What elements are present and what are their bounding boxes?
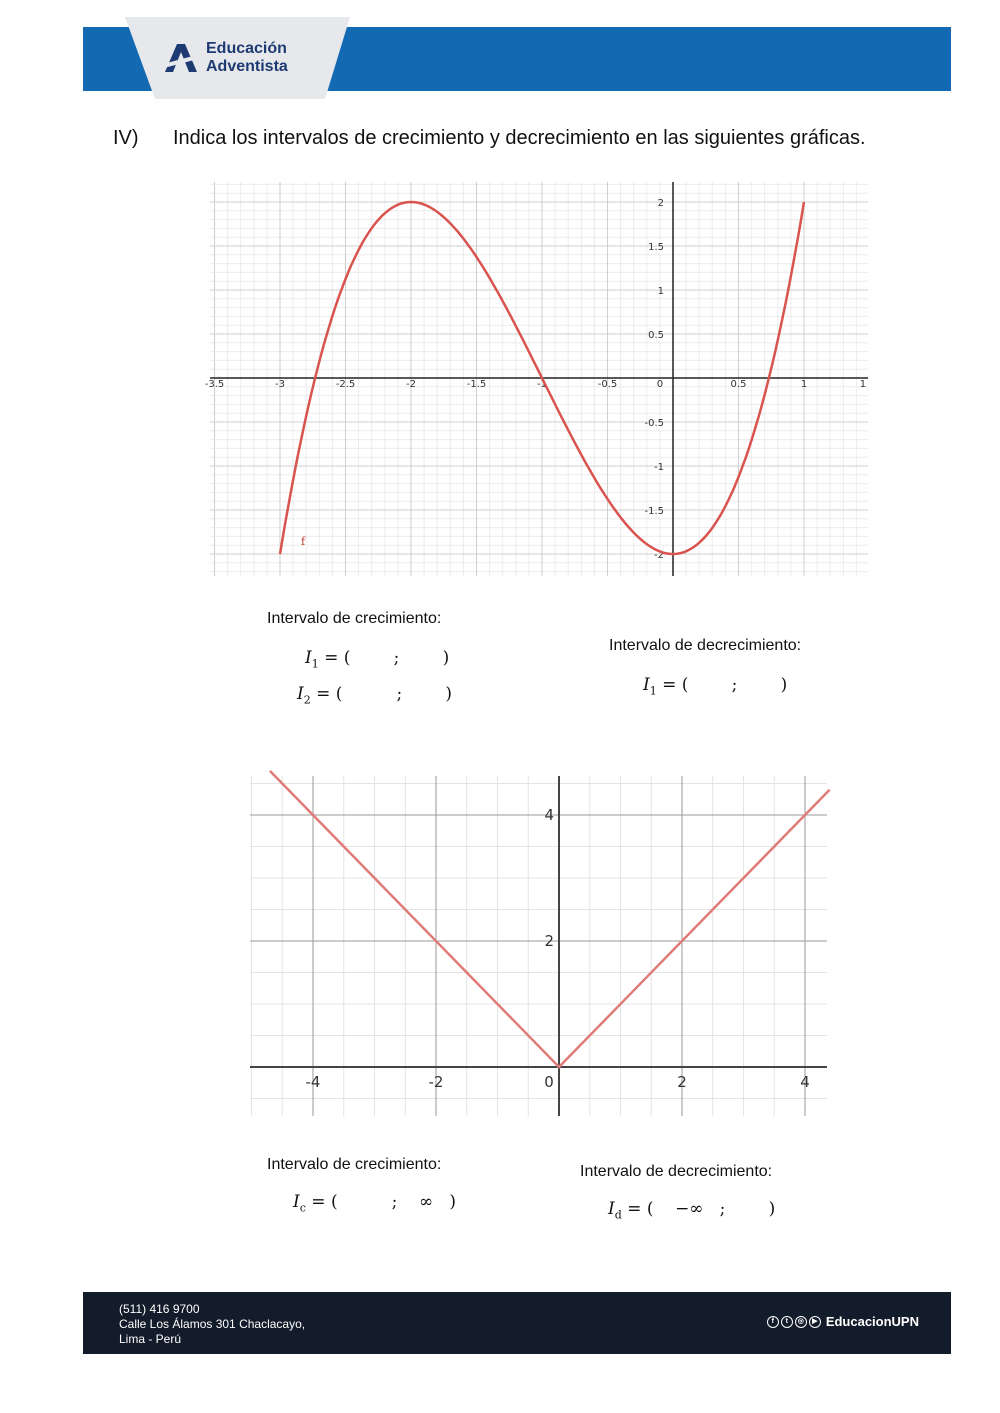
- youtube-icon[interactable]: ▶: [809, 1316, 821, 1328]
- interval-symbol: I: [608, 1199, 615, 1219]
- footer-handle[interactable]: EducacionUPN: [825, 1314, 919, 1329]
- x-tick-label: -3: [275, 379, 285, 390]
- chart1-growth-label: Intervalo de crecimiento:: [267, 610, 442, 627]
- y-tick-label: -1: [654, 462, 664, 473]
- facebook-icon[interactable]: f: [767, 1316, 779, 1328]
- x-tick-label: -1.5: [466, 379, 487, 390]
- y-tick-label: -1.5: [644, 506, 664, 517]
- chart1-growth-interval-1[interactable]: [305, 648, 449, 670]
- cubic-function-chart: [204, 182, 868, 576]
- footer-address-line1: Calle Los Álamos 301 Chaclacayo,: [119, 1317, 306, 1331]
- interval-bounds: = ( ; ∞ ): [305, 1192, 456, 1212]
- chart2-decrease-interval[interactable]: [608, 1199, 775, 1221]
- question-number: IV): [113, 127, 139, 149]
- interval-subscript: 2: [303, 693, 311, 707]
- question-text: Indica los intervalos de crecimiento y decrecimiento en las siguientes gráficas.: [173, 127, 866, 149]
- footer-bar: [83, 1292, 951, 1354]
- x-tick-label: 4: [800, 1073, 810, 1091]
- y-tick-label: -0.5: [644, 418, 664, 429]
- logo-text: [206, 40, 288, 76]
- interval-subscript: c: [299, 1201, 306, 1215]
- y-tick-label: 2: [544, 932, 554, 950]
- footer-phone: (511) 416 9700: [119, 1302, 200, 1316]
- interval-subscript: d: [614, 1208, 622, 1222]
- interval-symbol: I: [297, 684, 304, 704]
- chart2-growth-interval[interactable]: [293, 1192, 456, 1214]
- x-tick-label: -2: [428, 1073, 444, 1091]
- chart2-growth-label: Intervalo de crecimiento:: [267, 1156, 442, 1173]
- interval-symbol: I: [293, 1192, 300, 1212]
- x-tick-label: 2: [677, 1073, 687, 1091]
- chart1-decrease-label: Intervalo de decrecimiento:: [609, 637, 802, 654]
- x-tick-label: 1: [800, 379, 808, 390]
- x-tick-label: -1: [537, 379, 547, 390]
- instagram-icon[interactable]: ◎: [795, 1316, 807, 1328]
- x-tick-label: -2: [406, 379, 416, 390]
- interval-bounds: = ( ; ): [656, 675, 788, 695]
- interval-symbol: I: [305, 648, 312, 668]
- interval-subscript: 1: [311, 657, 319, 671]
- logo-line2: Adventista: [206, 58, 288, 75]
- interval-bounds: = ( ; ): [318, 648, 450, 668]
- interval-bounds: = ( ; ): [310, 684, 453, 704]
- footer-social: [767, 1314, 919, 1329]
- y-tick-label: 4: [544, 806, 554, 824]
- x-tick-label: -2.5: [335, 379, 356, 390]
- function-label: f: [300, 535, 306, 549]
- x-tick-label: -3.5: [204, 379, 225, 390]
- logo-line1: Educación: [206, 40, 287, 57]
- footer-contact: [119, 1302, 305, 1347]
- y-tick-label: -2: [654, 550, 664, 561]
- chart2-decrease-label: Intervalo de decrecimiento:: [580, 1163, 773, 1180]
- footer-address-line2: Lima - Perú: [119, 1332, 182, 1346]
- interval-symbol: I: [643, 675, 650, 695]
- interval-bounds: = ( −∞ ; ): [621, 1199, 776, 1219]
- y-tick-label: 1: [657, 286, 664, 297]
- x-tick-label: -4: [305, 1073, 321, 1091]
- y-tick-label: 2: [657, 198, 664, 209]
- x-tick-label: 0.5: [730, 379, 747, 390]
- x-tick-label: 1: [859, 379, 867, 390]
- chart1-growth-interval-2[interactable]: [297, 684, 452, 706]
- x-tick-label: 0: [544, 1073, 554, 1091]
- y-tick-label: 0.5: [648, 330, 664, 341]
- twitter-icon[interactable]: t: [781, 1316, 793, 1328]
- question-heading: [113, 127, 866, 150]
- y-tick-label: 1.5: [648, 242, 664, 253]
- x-tick-label: 0: [656, 379, 664, 390]
- chart1-decrease-interval-1[interactable]: [643, 675, 787, 697]
- x-tick-label: -0.5: [597, 379, 618, 390]
- adventista-logo-icon: [163, 42, 197, 74]
- interval-subscript: 1: [649, 684, 657, 698]
- absolute-value-chart: [250, 776, 827, 1116]
